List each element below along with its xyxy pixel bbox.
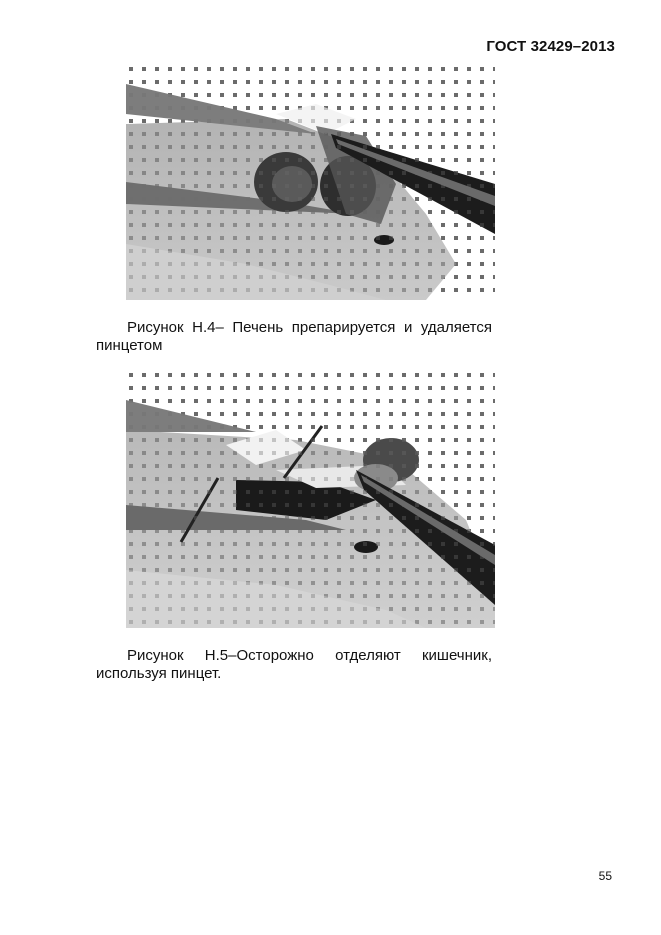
caption-line: пинцетом <box>96 337 163 354</box>
figure-caption-h4 <box>96 319 492 355</box>
caption-line: Рисунок Н.5–Осторожно отделяют кишечник, <box>127 647 492 664</box>
figure-photo-intestine-separation <box>126 370 495 628</box>
figure-caption-h5 <box>96 647 492 683</box>
document-header: ГОСТ 32429–2013 <box>486 38 615 55</box>
figure-photo-liver-removal <box>126 64 495 300</box>
caption-line: используя пинцет. <box>96 665 222 682</box>
page-number: 55 <box>598 869 612 883</box>
caption-line: Рисунок Н.4– Печень препарируется и удаляется <box>127 319 492 336</box>
